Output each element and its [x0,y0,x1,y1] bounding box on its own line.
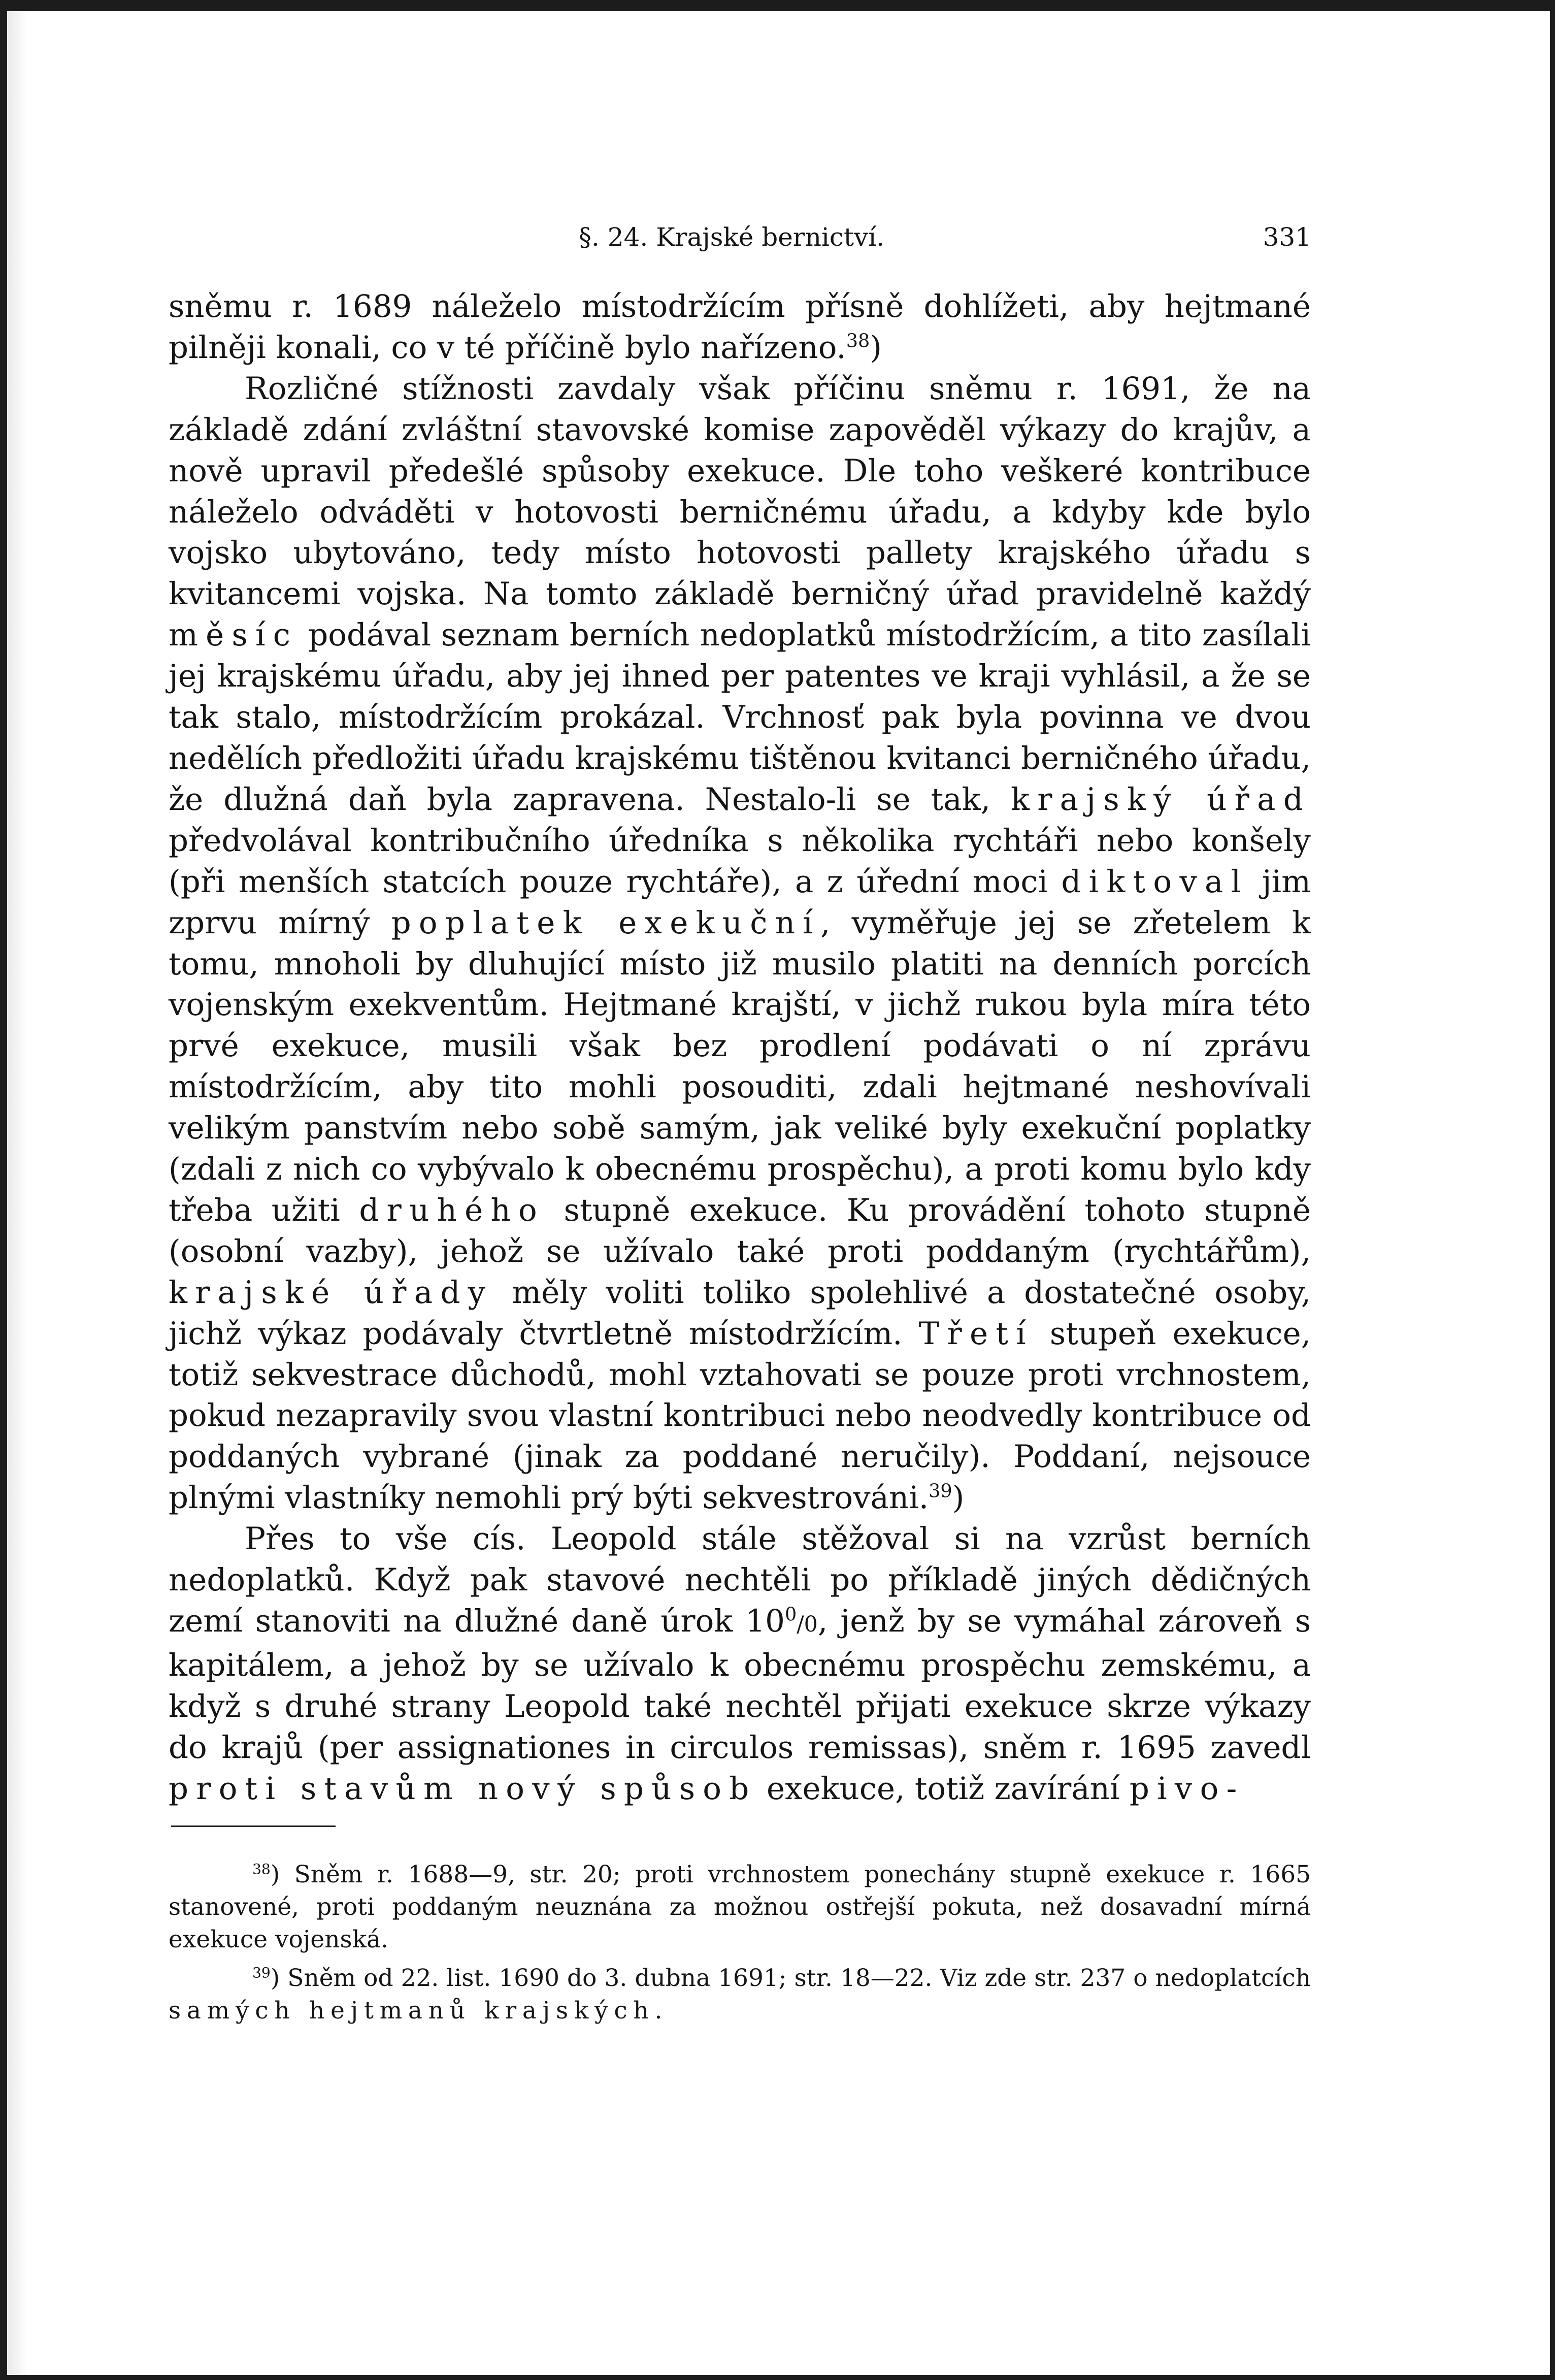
paragraph-3 [169,1519,1311,1809]
spaced-emphasis: Třetí [918,1315,1034,1352]
footnote-39-marker: 39 [252,1964,271,1981]
paragraph-2-part-h: stupeň exekuce, totiž sekvestrace důchodů, mohl vztahovati se pouze proti vrchnostem, pokud nezapravily svou vlastní kontribuci nebo neodvedly kontribuce od poddaných vybrané (jinak za poddané neručily). Poddaní, nejsouce plnými vlastníky nemohli prý býti sekvestrováni. [169,1315,1311,1516]
paragraph-2-close: ) [952,1480,965,1516]
footnote-39-text-b: . [654,1997,663,2025]
spaced-emphasis: krajské úřady [169,1274,493,1311]
binding-shadow [7,11,27,2375]
footnote-separator [171,1825,336,1827]
page-number: 331 [1263,222,1311,252]
paragraph-2-part-d: jim zprvu mírný [169,863,1311,941]
main-text [169,286,1311,1810]
paragraph-2-part-b: podával seznam berních nedoplatků místodržícím, a tito zasílali jej krajskému úřadu, aby jej ihned per patentes ve kraji vyhlásil, a že se tak stalo, místodržícím prokázal. Vrchnosť pak byla povinna ve dvou nedělích předložiti úřadu krajskému tištěnou kvitanci berničného úřadu, že dlužná daň byla zapravena. Nestalo-li se tak, [169,617,1311,818]
spaced-emphasis: diktoval [1061,863,1249,900]
footnote-ref-39: 39 [929,1480,952,1502]
footnote-38-marker: 38 [252,1861,271,1878]
spaced-emphasis: druhého [359,1192,545,1228]
spaced-emphasis: pivo- [1129,1770,1245,1807]
spaced-emphasis: proti stavům nový spůsob [169,1770,757,1807]
percent-sup: 0 [784,1603,797,1625]
paragraph-3-part-b: , jenž by se vymáhal zároveň s kapitálem, a jehož by se užívalo k obecnému prospěchu zemskému, a když s druhé strany Leopold také nechtěl přijati exekuce skrze výkazy do krajů (per assignationes in circulos remissas), sněm r. 1695 zavedl [169,1603,1311,1766]
footnote-ref-38: 38 [846,330,870,352]
spaced-emphasis: měsíc [169,617,299,654]
paragraph-3-part-a: Přes to vše cís. Leopold stále stěžoval si na vzrůst berních nedoplatků. Když pak stavové nechtěli po příkladě jiných dědičných zemí stanoviti na dlužné daně úrok 10 [169,1521,1311,1639]
footnote-39 [169,1962,1311,2027]
footnote-38-text: ) Sněm r. 1688—9, str. 20; proti vrchnostem ponechány stupně exekuce r. 1665 stanovené, proti poddaným neuznána za možnou ostřejší pokuta, než dosavadní mírná exekuce vojenská. [169,1861,1311,1953]
spaced-emphasis: krajský úřad [1010,781,1311,818]
footnotes [169,1859,1311,2027]
paragraph-1 [169,286,1311,369]
running-title: §. 24. Krajské bernictví. [579,222,885,252]
paragraph-1-close: ) [870,329,882,366]
paragraph-3-part-c: exekuce, totiž zavírání [756,1770,1130,1807]
paragraph-2-part-a: Rozličné stížnosti zavdaly však příčinu sněmu r. 1691, že na základě zdání zvláštní stavovské komise zapověděl výkazy do krajův, a nově upravil předešlé spůsoby exekuce. Dle toho veškeré kontribuce náleželo odváděti v hotovosti berničnému úřadu, a kdyby kde bylo vojsko ubytováno, tedy místo hotovosti pallety krajského úřadu s kvitancemi vojska. Na tomto základě berničný úřad pravidelně každý [169,370,1311,612]
paragraph-2 [169,369,1311,1519]
footnote-39-text-a: ) Sněm od 22. list. 1690 do 3. dubna 1691; str. 18—22. Viz zde str. 237 o nedoplatcích [270,1964,1311,1992]
spaced-emphasis: samých hejtmanů krajských [169,1997,655,2025]
paragraph-2-part-c: předvolával kontribučního úředníka s několika rychtáři nebo konšely (při menších statcích pouze rychtáře), a z úřední moci [169,822,1311,900]
paragraph-2-part-e: , vyměřuje jej se zřetelem k tomu, mnoholi by dluhující místo již musilo platiti na denních porcích vojenským exekventům. Hejtmané krajští, v jichž rukou byla míra této prvé exekuce, musili však bez prodlení podávati o ní zprávu místodržícím, aby tito mohli posouditi, zdali hejtmané neshovívali velikým panstvím nebo sobě samým, jak veliké byly exekuční poplatky (zdali z nich co vybývalo k obecnému prospěchu), a proti komu bylo kdy třeba užiti [169,904,1311,1228]
paragraph-1-text: sněmu r. 1689 náleželo místodržícím přísně dohlížeti, aby hejtmané pilněji konali, co v té příčině bylo nařízeno. [169,288,1311,366]
percent-sub: /0 [797,1612,818,1637]
footnote-38 [169,1859,1311,1956]
paragraph-2-part-f: stupně exekuce. Ku provádění tohoto stupně (osobní vazby), jehož se užívalo také proti poddaným (rychtářům), [169,1192,1311,1269]
paragraph-2-part-g: měly voliti toliko spolehlivé a dostatečné osoby, jichž výkaz podávaly čtvrtletně místodržícím. [169,1274,1311,1352]
spaced-emphasis: poplatek exekuční [391,904,821,941]
